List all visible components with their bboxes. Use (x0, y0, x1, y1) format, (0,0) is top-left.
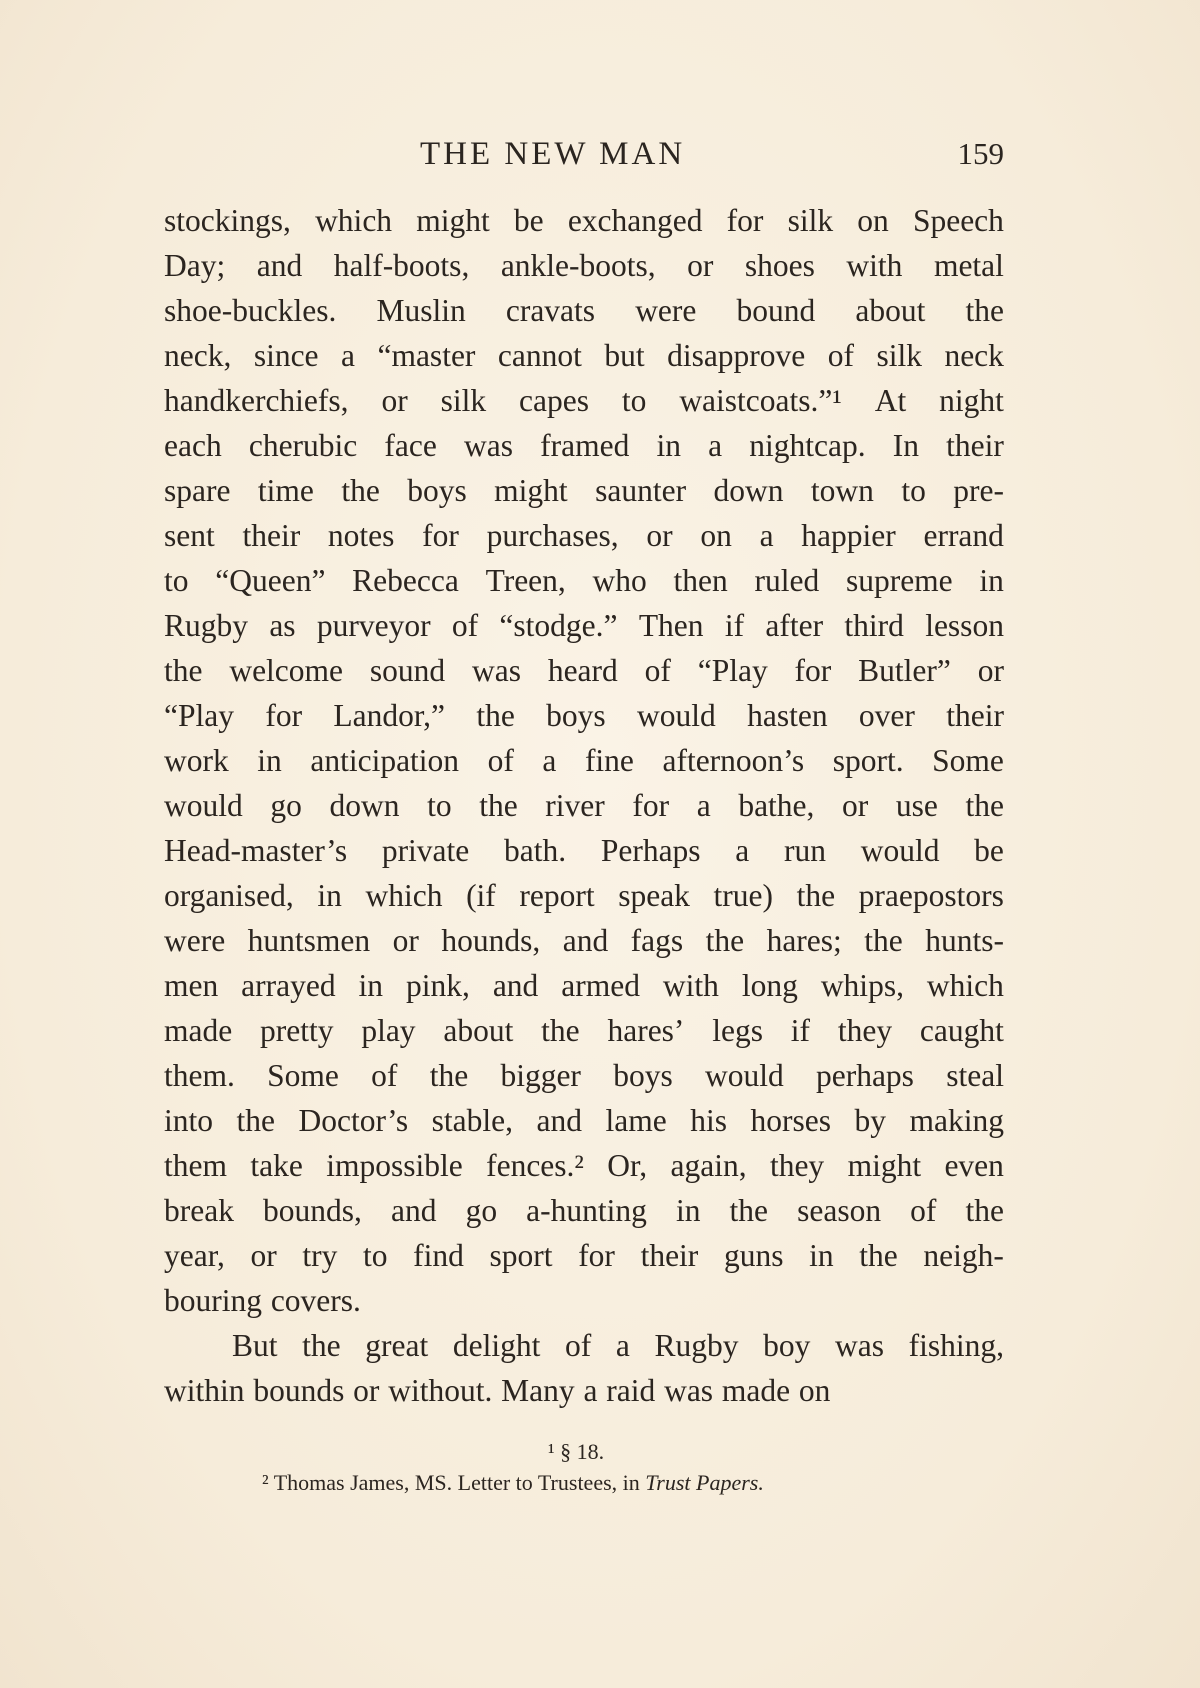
text-line: Rugby as purveyor of “stodge.” Then if after third lesson (164, 608, 1004, 643)
text-line: neck, since a “master cannot but disapprove of silk neck (164, 338, 1004, 373)
text-line: made pretty play about the hares’ legs if they caught (164, 1013, 1004, 1048)
text-line: the welcome sound was heard of “Play for Butler” or (164, 653, 1004, 688)
footnotes (164, 1436, 1004, 1498)
text-line: into the Doctor’s stable, and lame his horses by making (164, 1103, 1004, 1138)
text-line: “Play for Landor,” the boys would hasten over their (164, 698, 1004, 733)
text-line: break bounds, and go a-hunting in the season of the (164, 1193, 1004, 1228)
page-number: 159 (957, 136, 1004, 171)
text-line: spare time the boys might saunter down town to pre- (164, 473, 1004, 508)
page-header (164, 136, 1004, 176)
text-line: men arrayed in pink, and armed with long whips, which (164, 968, 1004, 1003)
text-line: sent their notes for purchases, or on a happier errand (164, 518, 1004, 553)
body-text (164, 198, 1004, 1413)
text-line: within bounds or without. Many a raid was made on (164, 1373, 831, 1408)
footnote-2-marker: ² (262, 1470, 269, 1495)
text-line: organised, in which (if report speak true) the praepostors (164, 878, 1004, 913)
text-line: each cherubic face was framed in a nightcap. In their (164, 428, 1004, 463)
text-line: them take impossible fences.² Or, again, they might even (164, 1148, 1004, 1183)
text-line: work in anticipation of a fine afternoon’s sport. Some (164, 743, 1004, 778)
footnote-2 (164, 1467, 1004, 1498)
footnote-1 (164, 1436, 1004, 1467)
text-line: But the great delight of a Rugby boy was fishing, (232, 1328, 1004, 1363)
text-line: Head-master’s private bath. Perhaps a run would be (164, 833, 1004, 868)
text-line: Day; and half-boots, ankle-boots, or shoes with metal (164, 248, 1004, 283)
text-line: to “Queen” Rebecca Treen, who then ruled supreme in (164, 563, 1004, 598)
footnote-2-work-title: Trust Papers. (645, 1470, 764, 1495)
footnote-1-text: § 18. (560, 1439, 605, 1464)
text-line: bouring covers. (164, 1283, 361, 1318)
text-line: handkerchiefs, or silk capes to waistcoats.”¹ At night (164, 383, 1004, 418)
footnote-2-text: Thomas James, MS. Letter to Trustees, in (273, 1470, 640, 1495)
text-line: would go down to the river for a bathe, or use the (164, 788, 1004, 823)
footnote-1-marker: ¹ (548, 1439, 555, 1464)
text-line: were huntsmen or hounds, and fags the hares; the hunts- (164, 923, 1004, 958)
running-title: THE NEW MAN (420, 136, 686, 172)
text-line: year, or try to find sport for their guns in the neigh- (164, 1238, 1004, 1273)
text-line: them. Some of the bigger boys would perhaps steal (164, 1058, 1004, 1093)
text-line: stockings, which might be exchanged for silk on Speech (164, 203, 1004, 238)
text-line: shoe-buckles. Muslin cravats were bound about the (164, 293, 1004, 328)
